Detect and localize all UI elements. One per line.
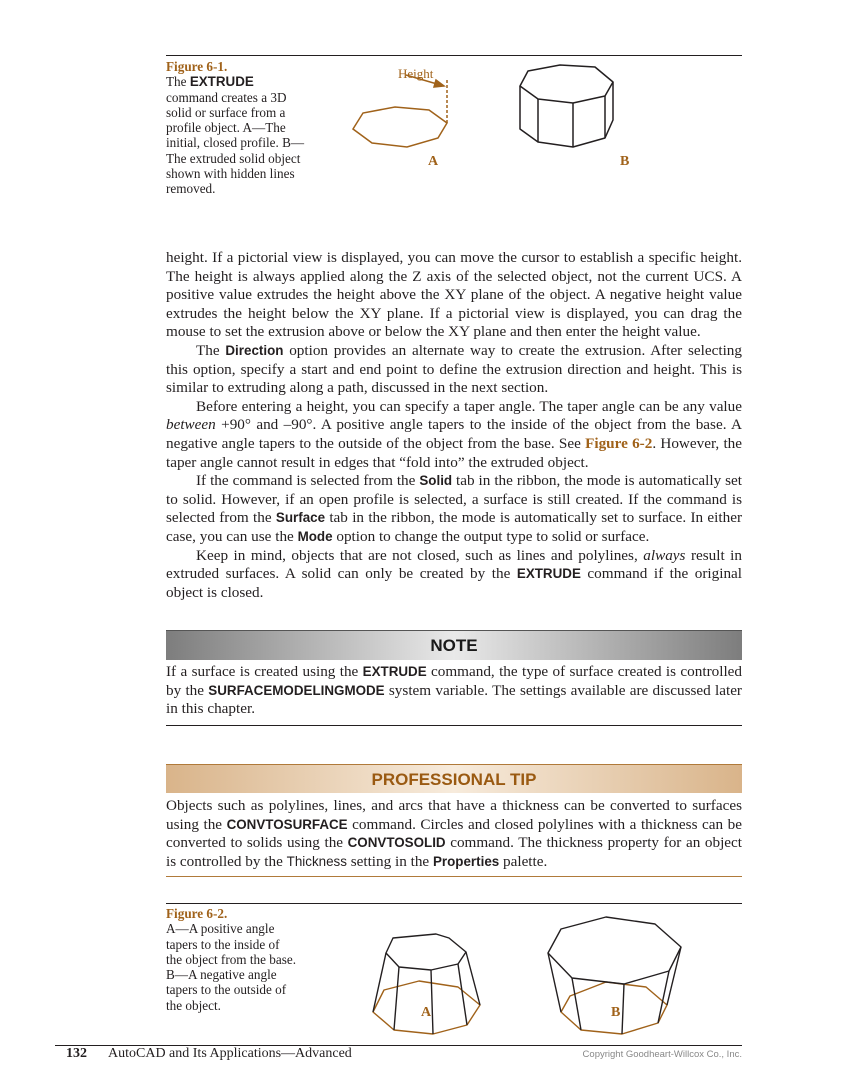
tip-text <box>166 797 742 871</box>
paragraph <box>166 472 742 546</box>
caption-text <box>166 921 296 1012</box>
figure-title: Figure 6-2. <box>166 906 228 921</box>
book-title: AutoCAD and Its Applications—Advanced <box>108 1046 352 1061</box>
page-number: 132 <box>66 1046 87 1061</box>
text-run: tab in the ribbon, the mode is automatically set to surface. In either case, you can use the <box>166 509 743 545</box>
text-run: system variable. The settings available are discussed later in this chapter. <box>166 681 742 718</box>
text-run: Keep in mind, objects that are not closed, such as lines and polylines, <box>196 546 644 564</box>
command-term: CONVTOSOLID <box>347 835 446 851</box>
text-run: height. If a pictorial view is displayed, you can move the cursor to establish a specific height. The height is always applied along the Z axis of the selected object, not the current UCS. A positive value extrudes the height above the XY plane of the object. A negative height value extrudes the height below the XY plane. If a pictorial view is displayed, you can drag the mouse to set the extrusion above or below the XY plane and then enter the height value. <box>166 249 742 341</box>
text-run: . However, the taper angle cannot result in edges that “fold into” the extruded object. <box>166 434 742 471</box>
figure-6-1-label-b: B <box>620 154 630 169</box>
note-text <box>166 663 742 719</box>
tip-bottom-rule <box>166 876 742 877</box>
command-term: Direction <box>225 342 284 358</box>
command-term: Solid <box>419 473 453 489</box>
command-term: EXTRUDE <box>362 664 427 679</box>
command-term: EXTRUDE <box>189 74 254 90</box>
command-term: Mode <box>297 528 333 544</box>
figure-6-1-label-a: A <box>428 154 439 169</box>
text-run: The <box>166 74 190 90</box>
command-term: Properties <box>432 853 500 869</box>
text-run: Objects such as polylines, lines, and arcs that have a thickness can be converted to surfaces using the <box>166 797 742 833</box>
figure-6-1-a-profile <box>353 75 447 147</box>
text-run: between <box>166 416 216 434</box>
text-run: If a surface is created using the <box>166 663 363 680</box>
figure-reference: Figure 6-2 <box>585 434 653 452</box>
paragraph <box>166 249 742 342</box>
text-run: The <box>196 341 226 359</box>
text-run: always <box>643 546 686 564</box>
note-heading: NOTE <box>166 630 742 660</box>
paragraph <box>166 547 742 603</box>
text-run: If the command is selected from the <box>196 472 420 490</box>
text-run: option provides an alternate way to create the extrusion. After selecting this option, specify a start and end point to define the extrusion direction and height. This is similar to extruding along a path, discussed in the next section. <box>166 341 742 397</box>
text-run: result in extruded surfaces. A solid can only be created by the <box>166 546 743 583</box>
text-run: palette. <box>499 852 548 870</box>
text-run: command creates a 3D solid or surface from a profile object. A—The initial, closed profile. B—The extruded solid object shown with hidden lines removed. <box>166 89 305 197</box>
professional-tip-heading: PROFESSIONAL TIP <box>166 764 742 793</box>
note-bottom-rule <box>166 725 742 726</box>
figure-6-2-top-rule <box>166 903 742 904</box>
text-run: tab in the ribbon, the mode is automatically set to solid. However, if an open profile is selected, a surface is still created. If the command is selected from the <box>166 472 742 527</box>
figure-6-1-b-solid <box>520 65 613 147</box>
text-run: command. Circles and closed polylines with a thickness can be converted to solids using the <box>166 815 743 852</box>
text-run: command, the type of surface created is controlled by the <box>166 663 742 699</box>
height-label: Height <box>398 66 434 81</box>
text-run: A—A positive angle tapers to the inside of the object from the base. B—A negative angle tapers to the outside of the object. <box>166 921 296 1013</box>
text-run: setting in the <box>346 852 433 870</box>
text-run: command if the original object is closed. <box>166 565 743 601</box>
figure-6-2-label-a: A <box>421 1005 432 1020</box>
paragraph <box>166 342 742 398</box>
figure-title: Figure 6-1. <box>166 59 228 74</box>
text-run: option to change the output type to solid or surface. <box>332 527 650 545</box>
figure-6-2-caption <box>166 906 296 1013</box>
command-term: CONVTOSURFACE <box>226 816 348 832</box>
text-run: Before entering a height, you can specify a taper angle. The taper angle can be any value <box>196 397 742 415</box>
copyright: Copyright Goodheart-Willcox Co., Inc. <box>582 1049 742 1060</box>
figure-6-2-label-b: B <box>611 1005 621 1020</box>
command-term: Surface <box>275 510 326 526</box>
paragraph <box>166 398 742 472</box>
text-run: Thickness <box>286 853 347 869</box>
body-text <box>166 249 742 602</box>
text-run: +90° and –90°. A positive angle tapers to the inside of the object from the base. A negative angle tapers to the outside of the object from the base. See <box>166 416 742 452</box>
text-run: command. The thickness property for an object is controlled by the <box>166 834 742 870</box>
command-term: EXTRUDE <box>516 566 581 582</box>
command-term: SURFACEMODELINGMODE <box>208 682 385 698</box>
